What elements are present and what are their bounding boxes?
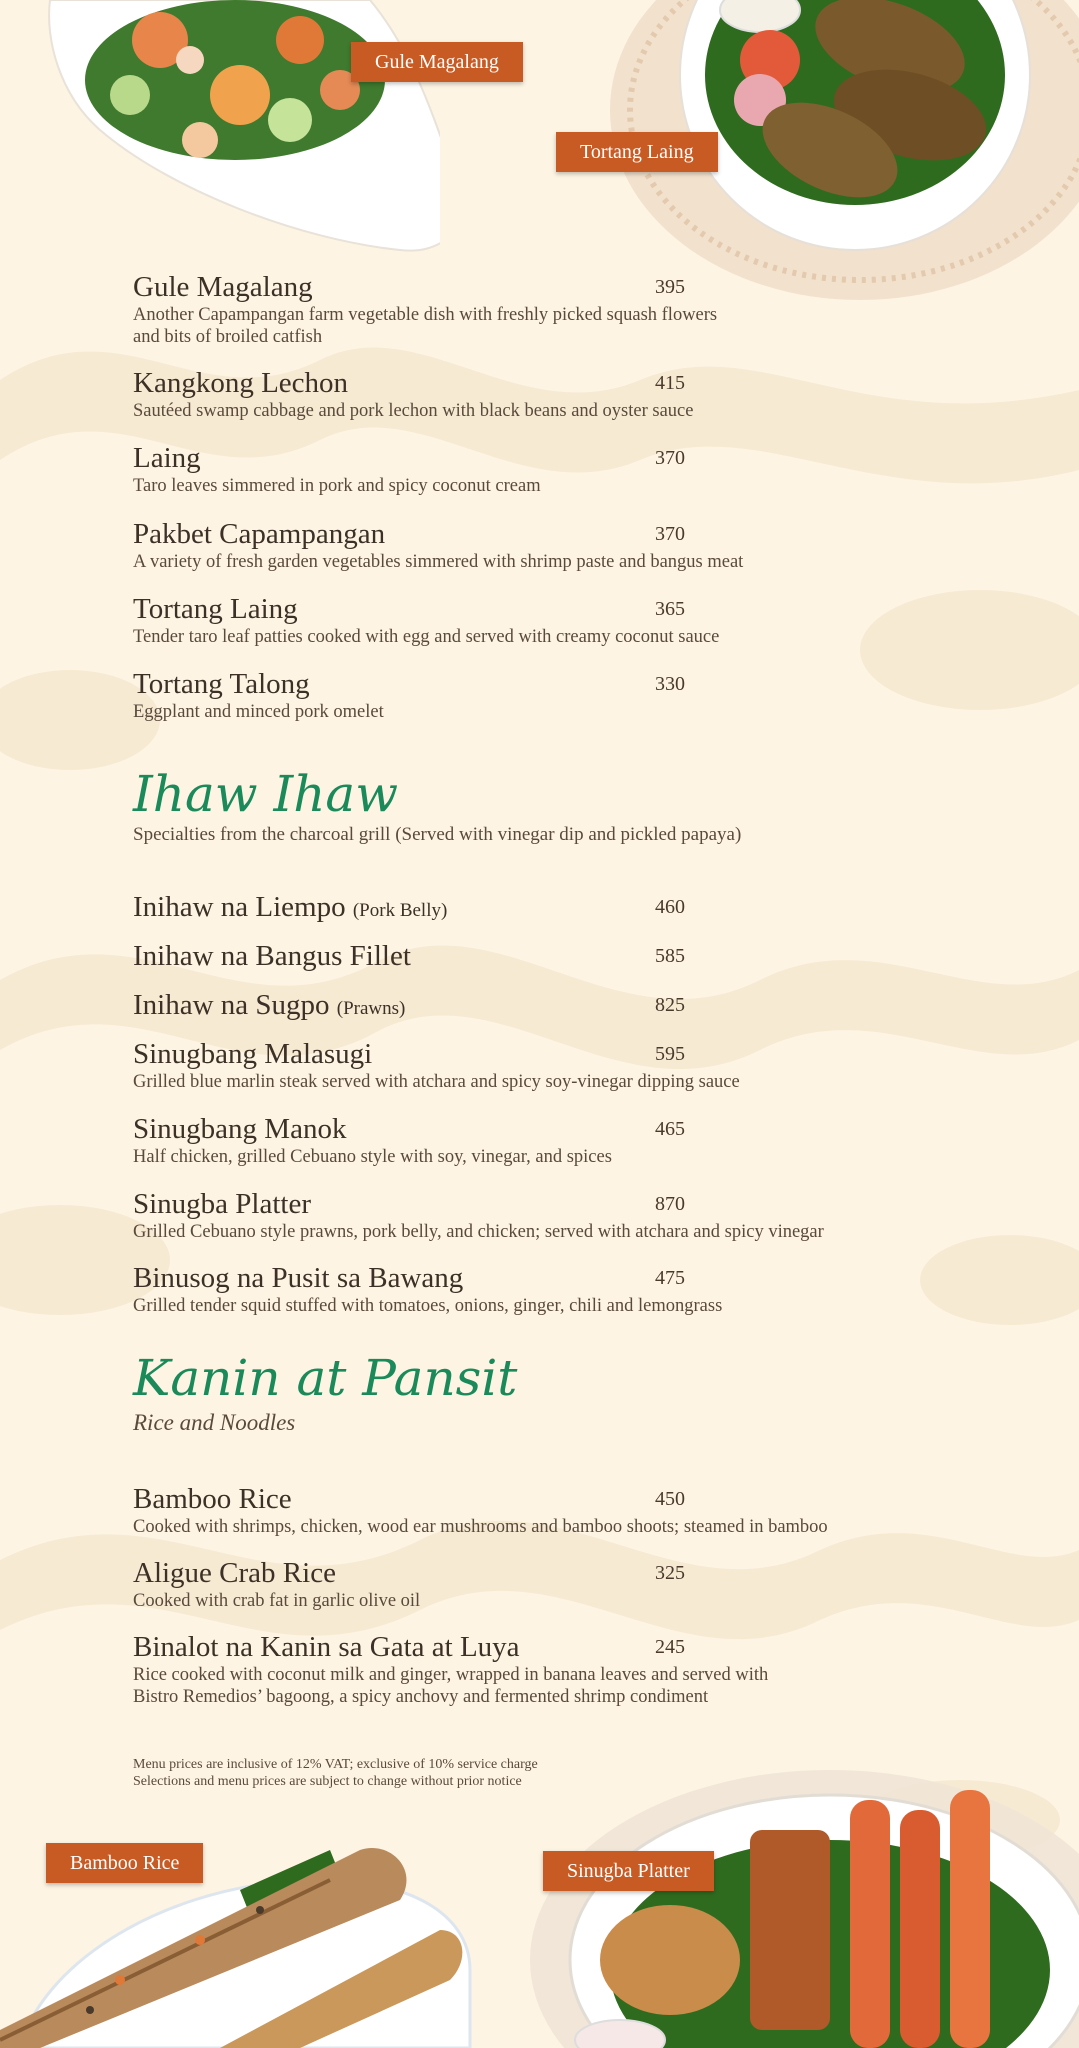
menu-item bbox=[133, 592, 953, 648]
footnote-line: Selections and menu prices are subject to change without prior notice bbox=[133, 1774, 522, 1789]
item-price: 595 bbox=[655, 1043, 685, 1065]
item-name: Kangkong Lechon bbox=[133, 367, 349, 399]
item-price: 825 bbox=[655, 994, 685, 1016]
item-name: Binusog na Pusit sa Bawang bbox=[133, 1262, 464, 1294]
section-title-ihaw: Ihaw Ihaw bbox=[133, 765, 399, 823]
item-desc: A variety of fresh garden vegetables simmered with shrimp paste and bangus meat bbox=[133, 552, 744, 572]
item-price: 465 bbox=[655, 1118, 685, 1140]
item-desc: Cooked with shrimps, chicken, wood ear mushrooms and bamboo shoots; steamed in bamboo bbox=[133, 1517, 828, 1537]
item-desc: Taro leaves simmered in pork and spicy coconut cream bbox=[133, 476, 541, 496]
item-price: 325 bbox=[655, 1562, 685, 1584]
item-name: Sinugbang Malasugi bbox=[133, 1038, 373, 1070]
menu-item bbox=[133, 988, 953, 1026]
item-desc: Another Capampangan farm vegetable dish with freshly picked squash flowers bbox=[133, 305, 718, 325]
item-name: Tortang Talong bbox=[133, 668, 310, 700]
menu-item bbox=[133, 1630, 953, 1708]
item-price: 245 bbox=[655, 1636, 685, 1658]
menu-item bbox=[133, 1556, 953, 1612]
item-name: Inihaw na Bangus Fillet bbox=[133, 940, 411, 972]
item-desc: Grilled Cebuano style prawns, pork belly, and chicken; served with atchara and spicy vinegar bbox=[133, 1222, 824, 1242]
menu-item bbox=[133, 1112, 953, 1168]
section-subtitle-kanin: Rice and Noodles bbox=[133, 1410, 296, 1435]
menu-item bbox=[133, 1482, 953, 1538]
item-note: (Prawns) bbox=[336, 998, 406, 1019]
item-desc: Bistro Remedios’ bagoong, a spicy anchovy and fermented shrimp condiment bbox=[133, 1687, 709, 1707]
item-price: 585 bbox=[655, 945, 685, 967]
menu-item bbox=[133, 1261, 953, 1317]
item-price: 870 bbox=[655, 1193, 685, 1215]
menu-item bbox=[133, 1037, 953, 1093]
item-name: Sinugbang Manok bbox=[133, 1113, 347, 1145]
item-desc: Grilled blue marlin steak served with atchara and spicy soy-vinegar dipping sauce bbox=[133, 1072, 740, 1092]
item-name: Inihaw na Liempo (Pork Belly) bbox=[133, 891, 448, 923]
photo-tag-gule-magalang: Gule Magalang bbox=[351, 42, 523, 82]
photo-tag-sinugba-platter: Sinugba Platter bbox=[543, 1851, 714, 1891]
gule-magalang-photo bbox=[40, 0, 440, 260]
item-price: 370 bbox=[655, 447, 685, 469]
menu-item bbox=[133, 667, 953, 723]
item-name: Aligue Crab Rice bbox=[133, 1557, 336, 1589]
item-price: 370 bbox=[655, 523, 685, 545]
item-desc: Grilled tender squid stuffed with tomatoes, onions, ginger, chili and lemongrass bbox=[133, 1296, 723, 1316]
item-note: (Pork Belly) bbox=[352, 900, 448, 921]
menu-item bbox=[133, 366, 953, 422]
item-name: Bamboo Rice bbox=[133, 1483, 292, 1515]
bamboo-rice-photo bbox=[0, 1790, 480, 2048]
item-desc: and bits of broiled catfish bbox=[133, 327, 323, 347]
photo-tag-tortang-laing: Tortang Laing bbox=[556, 132, 718, 172]
item-price: 415 bbox=[655, 372, 685, 394]
section-title-kanin: Kanin at Pansit bbox=[133, 1349, 518, 1407]
item-price: 460 bbox=[655, 896, 685, 918]
item-desc: Eggplant and minced pork omelet bbox=[133, 702, 384, 722]
menu-item bbox=[133, 939, 953, 973]
footnote-line: Menu prices are inclusive of 12% VAT; exclusive of 10% service charge bbox=[133, 1757, 538, 1772]
item-desc: Tender taro leaf patties cooked with egg and served with creamy coconut sauce bbox=[133, 627, 720, 647]
item-name: Binalot na Kanin sa Gata at Luya bbox=[133, 1631, 520, 1663]
section-subtitle-ihaw: Specialties from the charcoal grill (Served with vinegar dip and pickled papaya) bbox=[133, 824, 742, 845]
menu-item bbox=[133, 270, 953, 348]
photo-tag-bamboo-rice: Bamboo Rice bbox=[46, 1843, 203, 1883]
menu-item bbox=[133, 1187, 953, 1243]
item-name: Laing bbox=[133, 442, 201, 474]
item-price: 330 bbox=[655, 673, 685, 695]
item-price: 475 bbox=[655, 1267, 685, 1289]
footnote bbox=[133, 1756, 538, 1790]
item-price: 450 bbox=[655, 1488, 685, 1510]
menu-item bbox=[133, 441, 953, 497]
item-desc: Half chicken, grilled Cebuano style with soy, vinegar, and spices bbox=[133, 1147, 612, 1167]
item-desc: Sautéed swamp cabbage and pork lechon with black beans and oyster sauce bbox=[133, 401, 694, 421]
item-name: Pakbet Capampangan bbox=[133, 518, 386, 550]
item-price: 395 bbox=[655, 276, 685, 298]
item-desc: Cooked with crab fat in garlic olive oil bbox=[133, 1591, 421, 1611]
item-price: 365 bbox=[655, 598, 685, 620]
menu-item bbox=[133, 517, 953, 573]
item-name: Gule Magalang bbox=[133, 271, 313, 303]
item-name: Inihaw na Sugpo (Prawns) bbox=[133, 989, 406, 1021]
item-desc: Rice cooked with coconut milk and ginger, wrapped in banana leaves and served with bbox=[133, 1665, 769, 1685]
item-name: Sinugba Platter bbox=[133, 1188, 312, 1220]
menu-item bbox=[133, 890, 953, 928]
item-name: Tortang Laing bbox=[133, 593, 298, 625]
